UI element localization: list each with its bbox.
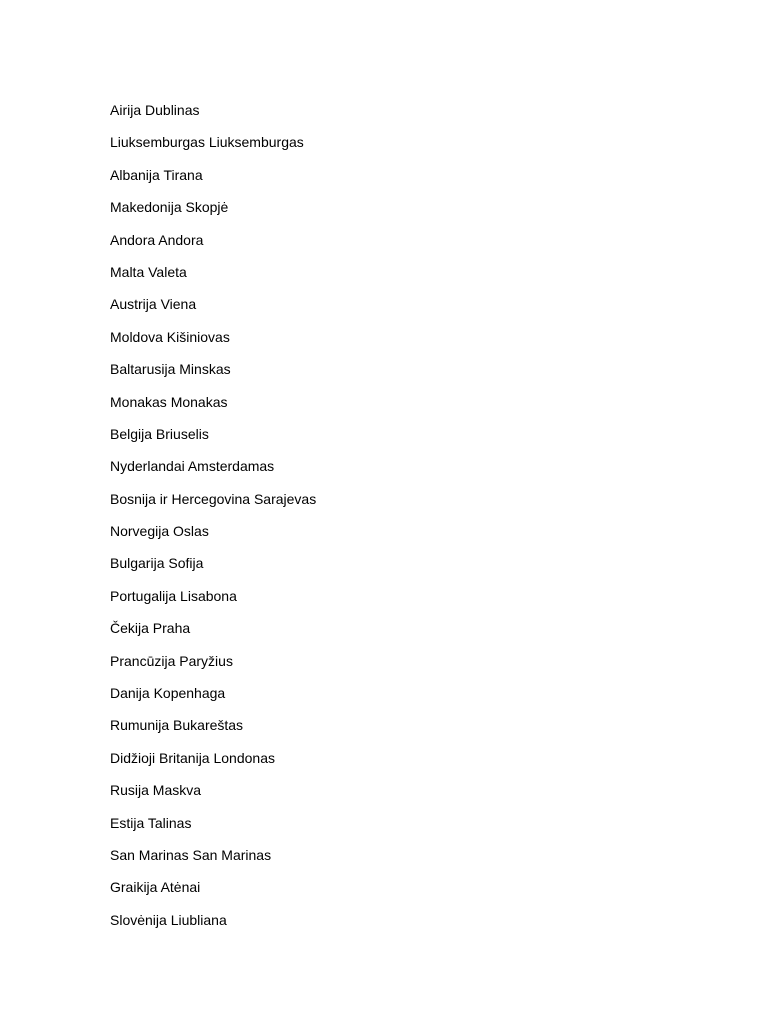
list-item: Čekija Praha [110,620,191,637]
list-item: Airija Dublinas [110,102,200,118]
list-item: Albanija Tirana [110,166,203,183]
list-item: Bosnija ir Hercegovina Sarajevas [110,490,317,507]
list-item: Moldova Kišiniovas [110,328,230,345]
list-item: Liuksemburgas Liuksemburgas [110,134,304,151]
list-item: Rusija Maskva [110,782,202,799]
list-item: Baltarusija Minskas [110,361,231,378]
list-item: Bulgarija Sofija [110,555,204,572]
list-item: Malta Valeta [110,263,187,280]
list-item: Prancūzija Paryžius [110,652,233,669]
list-item: Portugalija Lisabona [110,587,237,604]
list-item: Estija Talinas [110,814,192,831]
list-item: Slovėnija Liubliana [110,911,227,928]
list-item: Graikija Atėnai [110,879,201,896]
list-item: Belgija Briuselis [110,425,209,442]
list-item: Norvegija Oslas [110,523,209,540]
list-item: Austrija Viena [110,296,197,313]
list-item: Danija Kopenhaga [110,685,226,702]
list-item: Makedonija Skopjė [110,199,229,216]
list-item: Didžioji Britanija Londonas [110,749,275,766]
list-item: Nyderlandai Amsterdamas [110,458,275,475]
list-item: San Marinas San Marinas [110,846,272,863]
list-item: Monakas Monakas [110,393,228,410]
country-capital-list [110,101,316,943]
list-item: Rumunija Bukareštas [110,717,244,734]
list-item: Andora Andora [110,231,204,248]
